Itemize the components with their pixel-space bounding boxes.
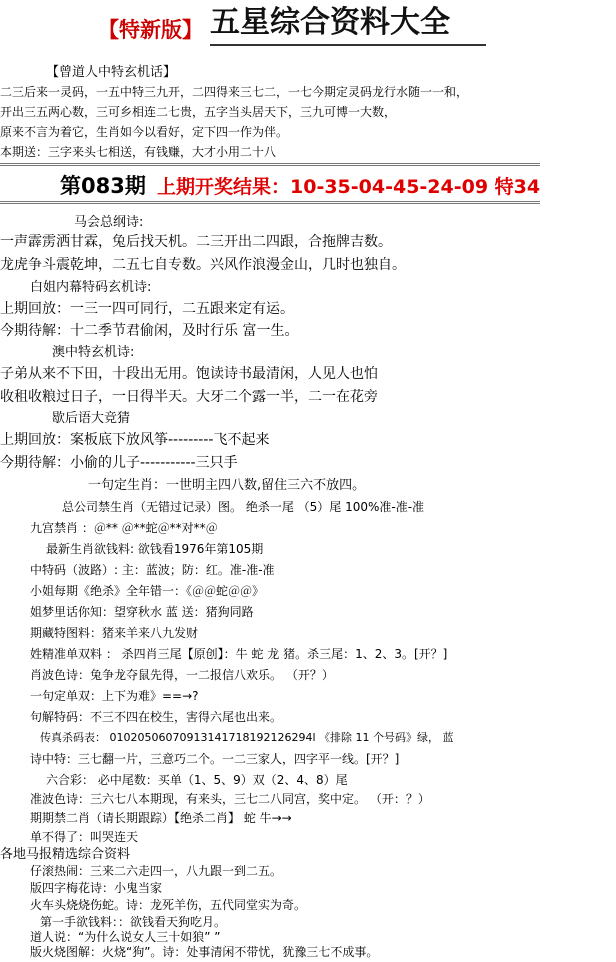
text-line: 一句定单双：上下为难》==→? [30,689,199,703]
last-draw-result: 上期开奖结果：10-35-04-45-24-09 特34 [157,176,541,198]
text-line: 白姐内幕特码玄机诗: [30,280,152,295]
section1-line: 原来不言为着它，生肖如今以看好，定下四一作为伴。 [0,125,289,139]
section1-line: 开出三五两心数，三可乡相连二七贵，五字当头居天下，三九可博一大数， [0,105,397,119]
section1-line: 二三后来一灵码，一五中特三九开，二四得来三七二，一七今期定灵码龙行水随一一和， [0,85,469,99]
text-line: 澳中特玄机诗: [52,345,135,360]
text-line: 姓精准单双料 ： 杀四肖三尾【原创】：牛 蛇 龙 猪。杀三尾：1、2、3。[开？] [30,647,448,661]
text-line: 最新生肖欲钱料: 欲钱看1976年第105期 [46,542,264,556]
text-line: 九宫禁肖 ：＠** ＠**蛇＠**对**＠ [30,521,218,535]
text-line: 上期回放：一三一四可同行，二五跟来定有运。 [0,301,294,317]
text-line: 姐梦里话你知：望穿秋水 蓝 送：猪狗同路 [30,605,254,619]
text-line: 各地马报精选综合资料 [0,847,131,862]
separator [0,163,540,166]
text-line: 期期禁二肖（请长期跟踪）【绝杀二肖】 蛇 牛→→ [30,811,292,825]
text-line: 一句定生肖：一世明主四八数,留住三六不放四。 [88,478,366,493]
title-underline [210,44,486,46]
text-line: 单不得了：叫哭连天 [30,830,139,844]
text-line: 今期待解：小偷的儿子-----------三只手 [0,455,238,471]
text-line: 龙虎争斗震乾坤，二五七自专数。兴风作浪漫金山，几时也独自。 [0,257,406,273]
text-line: 一声霹雳洒甘霖，兔后找天机。二三开出二四跟，合拖牌吉数。 [0,234,392,250]
text-line: 传真杀码表： 01020506070913141718192126294l 《排除 11 个号码》绿， 蓝 [40,731,454,744]
text-line: 中特码（波路）: 主：蓝波；防：红。准-准-准 [30,563,275,577]
text-line: 上期回放：案板底下放风筝---------飞不起来 [0,432,270,448]
text-line: 版四字梅花诗：小鬼当家 [30,881,163,895]
separator [0,201,540,204]
page-title: 五星综合资料大全 [210,5,450,40]
text-line: 肖波色诗：兔争龙夺鼠先得，一二报信八欢乐。 （开？） [30,668,334,682]
section1-line: 本期送：三字来头七相送，有钱赚，大才小用二十八 [0,145,277,159]
text-line: 准波色诗：三六七八本期现，有来头，三七二八同宫，奖中定。 （开：？） [30,792,430,806]
text-line: 仔滚热闹：三来二六走四一，八九跟一到二五。 [30,864,283,878]
text-line: 六合彩： 必中尾数：买单（1、5、9）双（2、4、8）尾 [46,773,348,787]
text-line: 第一手欲钱料：：欲钱看天狗吃月。 [40,915,227,929]
text-line: 版火烧图解：火烧“狗”。诗：处事清闲不带忧，犹豫三七不成事。 [30,945,379,959]
text-line: 句解特码：不三不四在校生，害得六尾也出来。 [30,710,283,724]
text-line: 收租收粮过日子，一日得半天。大牙二个露一半，二一在花旁 [0,389,378,405]
text-line: 诗中特：三七翻一片，三意巧二个。一二三家人，四字平一线。[开？] [30,752,400,766]
text-line: 今期待解：十二季节君偷闲，及时行乐 富一生。 [0,323,299,339]
text-line: 总公司禁生肖（无错过记录）图。 绝杀一尾 （5）尾 100%准-准-准 [62,500,425,514]
text-line: 马会总纲诗: [74,215,144,230]
issue-number: 第083期 [60,174,146,198]
text-line: 歇后语大竞猜 [52,411,131,426]
text-line: 火车头烧烧伤蛇。诗：龙死羊伤，五代同堂实为奇。 [30,898,307,912]
edition-badge: 【特新版】 [98,18,203,42]
section1-heading: 【曾道人中特玄机话】 [46,65,177,80]
text-line: 期藏特图料：猪来羊来八九发财 [30,626,199,640]
text-line: 道人说：“为什么说女人三十如狼” ” [30,930,221,944]
text-line: 子弟从来不下田，十段出无用。饱读诗书最清闲，人见人也怕 [0,366,378,382]
text-line: 小姐每期《绝杀》全年错一：《＠＠蛇＠＠》 [30,584,265,598]
